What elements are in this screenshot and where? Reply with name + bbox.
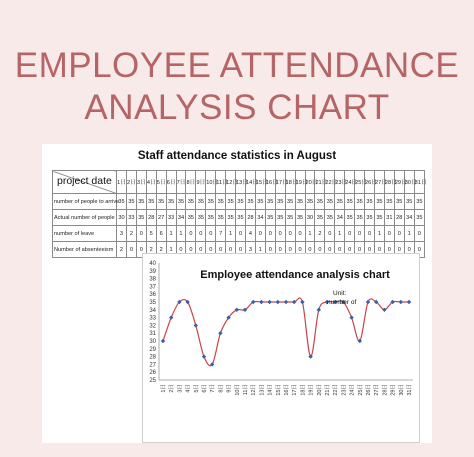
- day-header: 25日: [355, 171, 365, 194]
- y-tick-label: 29: [149, 346, 156, 353]
- day-header: 20日: [305, 171, 315, 194]
- table-cell: 0: [335, 242, 345, 258]
- day-header: 18日: [285, 171, 295, 194]
- day-header: 31日: [414, 171, 424, 194]
- sheet-title: Staff attendance statistics in August: [137, 150, 337, 162]
- row-label: Actual number of people: [53, 210, 117, 226]
- table-cell: 0: [226, 242, 236, 258]
- y-tick-label: 34: [149, 307, 156, 314]
- table-cell: 35: [315, 194, 325, 210]
- page-title-line1: EMPLOYEE ATTENDANCE: [14, 46, 460, 85]
- x-tick-label: 27日: [374, 384, 381, 396]
- y-tick-label: 31: [149, 331, 156, 338]
- day-header: 1日: [117, 171, 127, 194]
- day-header: 16日: [265, 171, 275, 194]
- table-cell: 0: [315, 242, 325, 258]
- y-tick-label: 25: [149, 378, 156, 384]
- day-header: 30日: [404, 171, 414, 194]
- table-cell: 31: [384, 210, 394, 226]
- page-title-line2: ANALYSIS CHART: [84, 88, 390, 127]
- attendance-chart: [142, 253, 420, 443]
- table-cell: 35: [245, 194, 255, 210]
- table-cell: 35: [365, 210, 375, 226]
- table-cell: 0: [236, 242, 246, 258]
- table-cell: 0: [216, 242, 226, 258]
- x-tick-label: 10日: [234, 384, 241, 396]
- table-cell: 35: [166, 194, 176, 210]
- table-cell: 0: [394, 242, 404, 258]
- table-cell: 0: [414, 242, 424, 258]
- y-tick-label: 32: [149, 323, 156, 330]
- table-cell: 28: [394, 210, 404, 226]
- table-cell: 35: [335, 194, 345, 210]
- day-header: 29日: [394, 171, 404, 194]
- table-cell: 30: [117, 210, 127, 226]
- table-cell: 35: [196, 194, 206, 210]
- data-point: [194, 323, 198, 327]
- table-cell: 1: [166, 242, 176, 258]
- y-tick-label: 36: [149, 292, 156, 299]
- table-cell: 0: [126, 242, 136, 258]
- data-point: [317, 308, 321, 312]
- x-tick-label: 2日: [169, 384, 176, 393]
- data-point: [202, 354, 206, 358]
- table-cell: 0: [345, 242, 355, 258]
- table-cell: 35: [355, 194, 365, 210]
- table-cell: 1: [255, 242, 265, 258]
- table-cell: 35: [236, 210, 246, 226]
- table-cell: 35: [374, 210, 384, 226]
- chart-title: Employee attendance analysis chart: [200, 269, 390, 281]
- table-cell: 0: [355, 242, 365, 258]
- table-cell: 33: [126, 210, 136, 226]
- x-tick-label: 20日: [316, 384, 323, 396]
- table-cell: 0: [365, 242, 375, 258]
- x-tick-label: 29日: [390, 384, 397, 396]
- day-header: 5日: [156, 171, 166, 194]
- data-point: [399, 300, 403, 304]
- table-cell: 35: [345, 210, 355, 226]
- day-header: 23日: [335, 171, 345, 194]
- table-cell: 6: [156, 226, 166, 242]
- table-cell: 0: [305, 242, 315, 258]
- table-cell: 0: [265, 226, 275, 242]
- spreadsheet-panel: [42, 144, 432, 443]
- y-tick-label: 33: [149, 315, 156, 322]
- day-header: 12日: [226, 171, 236, 194]
- data-point: [259, 300, 263, 304]
- row-label: number of people to arrive: [53, 194, 117, 210]
- table-cell: 0: [206, 242, 216, 258]
- y-tick-label: 37: [149, 284, 156, 291]
- table-cell: 3: [117, 226, 127, 242]
- day-header: 11日: [216, 171, 226, 194]
- day-header: 15日: [255, 171, 265, 194]
- table-cell: 35: [206, 194, 216, 210]
- table-cell: 0: [236, 226, 246, 242]
- table-cell: 0: [295, 226, 305, 242]
- table-cell: 35: [126, 194, 136, 210]
- line-chart-svg: [143, 254, 419, 442]
- x-tick-label: 12日: [251, 384, 258, 396]
- table-cell: 35: [295, 210, 305, 226]
- table-row: [53, 194, 425, 210]
- table-cell: 35: [315, 210, 325, 226]
- day-header: 13日: [236, 171, 246, 194]
- table-cell: 0: [275, 242, 285, 258]
- table-cell: 0: [384, 226, 394, 242]
- x-tick-label: 25日: [357, 384, 364, 396]
- day-header: 9日: [196, 171, 206, 194]
- x-tick-label: 9日: [226, 384, 233, 393]
- table-cell: 35: [226, 210, 236, 226]
- row-label: Number of absenteeism: [53, 242, 117, 258]
- table-cell: 35: [176, 194, 186, 210]
- x-tick-label: 1日: [161, 384, 167, 393]
- table-cell: 0: [295, 242, 305, 258]
- table-cell: 0: [196, 226, 206, 242]
- table-cell: 2: [156, 242, 166, 258]
- day-header: 24日: [345, 171, 355, 194]
- table-cell: 35: [216, 194, 226, 210]
- day-header: 22日: [325, 171, 335, 194]
- table-cell: 34: [335, 210, 345, 226]
- table-cell: 1: [166, 226, 176, 242]
- table-cell: 1: [305, 226, 315, 242]
- table-cell: 35: [216, 210, 226, 226]
- table-cell: 0: [404, 242, 414, 258]
- table-cell: 0: [186, 226, 196, 242]
- table-cell: 35: [236, 194, 246, 210]
- data-point: [267, 300, 271, 304]
- day-header: 4日: [146, 171, 156, 194]
- x-tick-label: 23日: [341, 384, 348, 396]
- table-cell: 1: [335, 226, 345, 242]
- y-tick-label: 30: [149, 339, 156, 345]
- table-cell: 35: [345, 194, 355, 210]
- data-point: [407, 300, 411, 304]
- day-header: 17日: [275, 171, 285, 194]
- day-header: 7日: [176, 171, 186, 194]
- x-tick-label: 3日: [177, 384, 184, 393]
- header-label: project date: [57, 175, 112, 187]
- table-cell: 35: [156, 194, 166, 210]
- day-header: 21日: [315, 171, 325, 194]
- table-cell: 27: [156, 210, 166, 226]
- x-tick-label: 4日: [185, 384, 192, 393]
- x-tick-label: 18日: [300, 384, 307, 396]
- header-project-date: [53, 171, 117, 194]
- day-header: 14日: [245, 171, 255, 194]
- table-cell: 35: [384, 194, 394, 210]
- table-cell: 0: [206, 226, 216, 242]
- x-tick-label: 21日: [325, 384, 331, 396]
- y-tick-label: 35: [149, 300, 156, 306]
- table-cell: 0: [394, 226, 404, 242]
- table-row: [53, 226, 425, 242]
- x-tick-label: 30日: [398, 384, 405, 396]
- day-header: 3日: [136, 171, 146, 194]
- table-cell: 35: [186, 194, 196, 210]
- table-cell: 0: [136, 242, 146, 258]
- table-row: [53, 210, 425, 226]
- attendance-table: [52, 170, 425, 258]
- x-tick-label: 14日: [267, 384, 274, 396]
- table-cell: 35: [255, 194, 265, 210]
- table-cell: 1: [176, 226, 186, 242]
- table-cell: 1: [226, 226, 236, 242]
- table-cell: 35: [275, 210, 285, 226]
- x-tick-label: 13日: [259, 384, 266, 396]
- table-cell: 0: [365, 226, 375, 242]
- table-cell: 34: [176, 210, 186, 226]
- legend-label: number of: [327, 299, 357, 306]
- y-tick-label: 40: [149, 261, 156, 267]
- table-cell: 0: [384, 242, 394, 258]
- table-cell: 35: [305, 194, 315, 210]
- table-cell: 0: [275, 226, 285, 242]
- data-point: [382, 308, 386, 312]
- x-tick-label: 24日: [349, 384, 356, 396]
- table-cell: 0: [285, 226, 295, 242]
- table-cell: 0: [345, 226, 355, 242]
- day-header: 10日: [206, 171, 216, 194]
- table-cell: 35: [295, 194, 305, 210]
- table-cell: 35: [206, 210, 216, 226]
- row-label: number of leave: [53, 226, 117, 242]
- table-cell: 0: [176, 242, 186, 258]
- day-header: 26日: [365, 171, 375, 194]
- table-cell: 0: [136, 226, 146, 242]
- table-cell: 35: [365, 194, 375, 210]
- x-tick-label: 28日: [382, 384, 389, 396]
- table-cell: 35: [394, 194, 404, 210]
- table-cell: 35: [374, 194, 384, 210]
- table-cell: 28: [146, 210, 156, 226]
- table-cell: 35: [146, 194, 156, 210]
- day-header: 8日: [186, 171, 196, 194]
- table-cell: 0: [285, 242, 295, 258]
- table-cell: 34: [255, 210, 265, 226]
- data-point: [300, 300, 304, 304]
- table-cell: 35: [285, 194, 295, 210]
- y-tick-label: 26: [149, 370, 156, 377]
- table-cell: 35: [285, 210, 295, 226]
- day-header: 19日: [295, 171, 305, 194]
- day-header: 6日: [166, 171, 176, 194]
- table-cell: 35: [117, 194, 127, 210]
- table-cell: 30: [305, 210, 315, 226]
- data-point: [218, 331, 222, 335]
- day-header: 28日: [384, 171, 394, 194]
- table-cell: 35: [325, 210, 335, 226]
- table-cell: 0: [325, 242, 335, 258]
- day-header: 27日: [374, 171, 384, 194]
- x-tick-label: 15日: [275, 384, 282, 396]
- table-cell: 0: [325, 226, 335, 242]
- table-cell: 35: [265, 210, 275, 226]
- table-cell: 35: [186, 210, 196, 226]
- x-tick-label: 26日: [366, 384, 372, 396]
- table-cell: 35: [275, 194, 285, 210]
- table-cell: 35: [136, 194, 146, 210]
- table-cell: 34: [404, 210, 414, 226]
- x-tick-label: 6日: [202, 384, 208, 393]
- table-cell: 35: [414, 210, 424, 226]
- table-cell: 2: [117, 242, 127, 258]
- table-cell: 35: [414, 194, 424, 210]
- table-cell: 2: [126, 226, 136, 242]
- series-line: [163, 298, 409, 366]
- table-cell: 2: [315, 226, 325, 242]
- table-cell: 35: [404, 194, 414, 210]
- data-point: [284, 300, 288, 304]
- data-point: [276, 300, 280, 304]
- x-tick-label: 17日: [292, 384, 299, 396]
- table-cell: 5: [146, 226, 156, 242]
- table-cell: 35: [136, 210, 146, 226]
- table-cell: 0: [255, 226, 265, 242]
- table-cell: 33: [166, 210, 176, 226]
- x-tick-label: 19日: [308, 384, 315, 396]
- table-cell: 4: [245, 226, 255, 242]
- table-cell: 35: [226, 194, 236, 210]
- day-header: 2日: [126, 171, 136, 194]
- table-cell: 35: [355, 210, 365, 226]
- y-tick-label: 28: [149, 354, 156, 361]
- table-cell: 35: [265, 194, 275, 210]
- table-cell: 0: [265, 242, 275, 258]
- table-cell: 7: [216, 226, 226, 242]
- data-point: [366, 300, 370, 304]
- x-tick-label: 31日: [407, 384, 413, 396]
- unit-label: Unit:: [333, 290, 347, 297]
- table-cell: 0: [186, 242, 196, 258]
- x-tick-label: 16日: [284, 384, 290, 396]
- table-cell: 28: [245, 210, 255, 226]
- table-cell: 1: [374, 226, 384, 242]
- table-cell: 0: [374, 242, 384, 258]
- table-cell: 1: [404, 226, 414, 242]
- y-tick-label: 27: [149, 362, 156, 369]
- y-tick-label: 38: [149, 276, 156, 283]
- x-tick-label: 8日: [218, 384, 225, 393]
- table-cell: 2: [146, 242, 156, 258]
- y-tick-label: 39: [149, 268, 156, 275]
- data-point: [161, 339, 165, 343]
- x-tick-label: 7日: [210, 384, 217, 393]
- table-cell: 0: [196, 242, 206, 258]
- table-cell: 0: [414, 226, 424, 242]
- x-tick-label: 5日: [193, 384, 200, 393]
- data-point: [169, 315, 173, 319]
- table-cell: 35: [325, 194, 335, 210]
- x-tick-label: 11日: [243, 384, 249, 396]
- table-cell: 0: [355, 226, 365, 242]
- table-cell: 3: [245, 242, 255, 258]
- table-cell: 35: [196, 210, 206, 226]
- x-tick-label: 22日: [333, 384, 340, 396]
- data-point: [349, 315, 353, 319]
